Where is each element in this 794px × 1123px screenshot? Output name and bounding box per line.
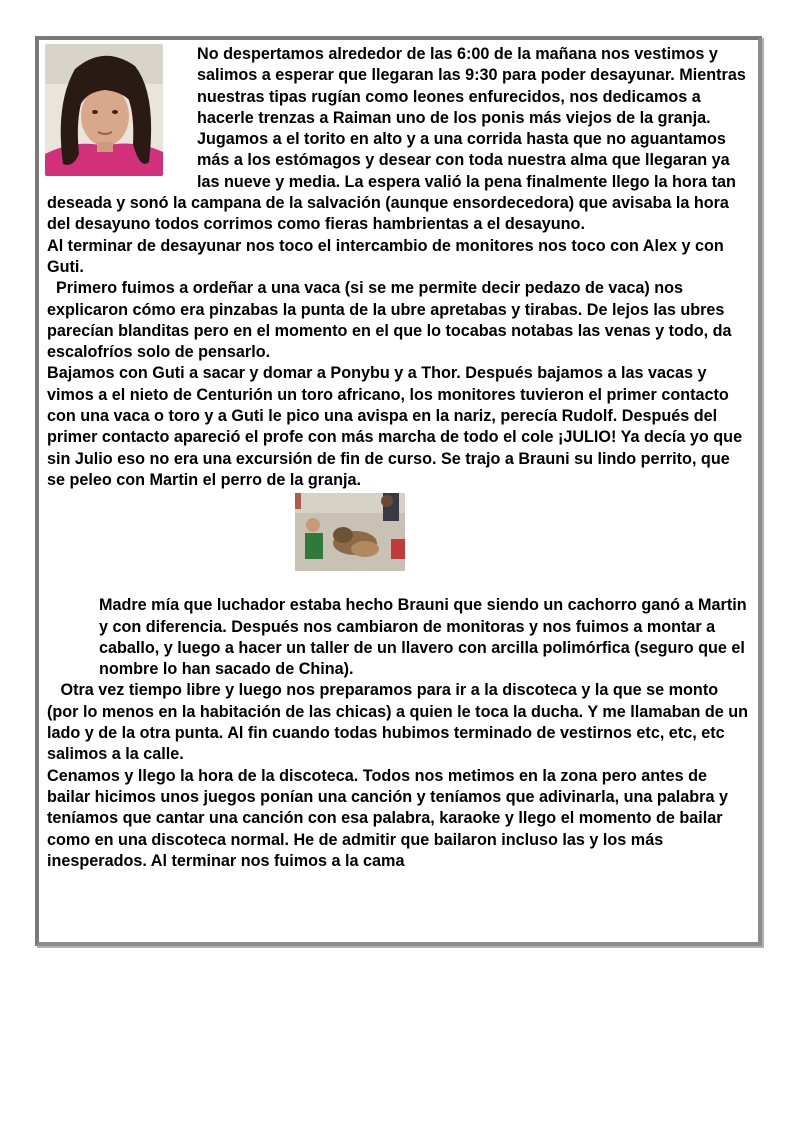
- paragraph-3: Primero fuimos a ordeñar a una vaca (si se me permite decir pedazo de vaca) nos explicaron cómo era pinzabas la punta de la ubre apretabas y tirabas. De lejos las ubres parecían blanditas pero en el momento en el que lo tocabas notabas las venas y todo, da escalofríos solo de pensarlo.: [47, 279, 732, 362]
- paragraph-2: Al terminar de desayunar nos toco el intercambio de monitores nos toco con Alex y con Guti.: [47, 236, 724, 276]
- story-text: [47, 44, 749, 872]
- dog-fight-photo: [295, 493, 405, 571]
- paragraph-1: No despertamos alrededor de las 6:00 de la mañana nos vestimos y salimos a esperar que llegaran las 9:30 para poder desayunar. Mientras nuestras tipas rugían como leones enfurecidos, nos dedicamos a hacerle trenzas a Raiman uno de los ponis más viejos de la granja. Jugamos a el torito en alto y a una corrida hasta que no aguantamos más a los estómagos y desear con toda nuestra alma que llegaran ya las nueve y media. La espera valió la pena finalmente llego la hora tan deseada y sonó la campana de la salvación (aunque ensordecedora) que avisaba la hora del desayuno todos corrimos como fieras hambrientas a el desayuno.: [47, 45, 746, 234]
- paragraph-7: Cenamos y llego la hora de la discoteca. Todos nos metimos en la zona pero antes de bailar hicimos unos juegos ponían una canción y teníamos que adivinarla, una palabra y teníamos que cantar una canción con esa palabra, karaoke y llego el momento de bailar como en una discoteca normal. He de admitir que bailaron incluso las y los más inesperados. Al terminar nos fuimos a la cama: [47, 766, 728, 870]
- girl-portrait-photo: [45, 44, 163, 176]
- spacer: [47, 571, 749, 595]
- paragraph-4: Bajamos con Guti a sacar y domar a Ponybu y a Thor. Después bajamos a las vacas y vimos a el nieto de Centurión un toro africano, los monitores tuvieron el primer contacto con una vaca o toro y a Guti le pico una avispa en la nariz, perecía Rudolf. Después del primer contacto apareció el profe con más marcha de todo el cole ¡JULIO! Ya decía yo que sin Julio eso no era una excursión de fin de curso. Se trajo a Brauni su lindo perrito, que se peleo con Martin el perro de la granja.: [47, 364, 743, 489]
- paragraph-6: Otra vez tiempo libre y luego nos preparamos para ir a la discoteca y la que se monto (por lo menos en la habitación de las chicas) a quien le toca la ducha. Y me llamaban de un lado y de la otra punta. Al fin cuando todas hubimos terminado de vestirnos etc, etc, etc salimos a la calle.: [47, 681, 749, 764]
- paragraph-5: Madre mía que luchador estaba hecho Brauni que siendo un cachorro ganó a Martin y con diferencia. Después nos cambiaron de monitoras y nos fuimos a montar a caballo, y luego a hacer un taller de un llavero con arcilla polimórfica (seguro que el nombre lo han sacado de China).: [99, 596, 747, 679]
